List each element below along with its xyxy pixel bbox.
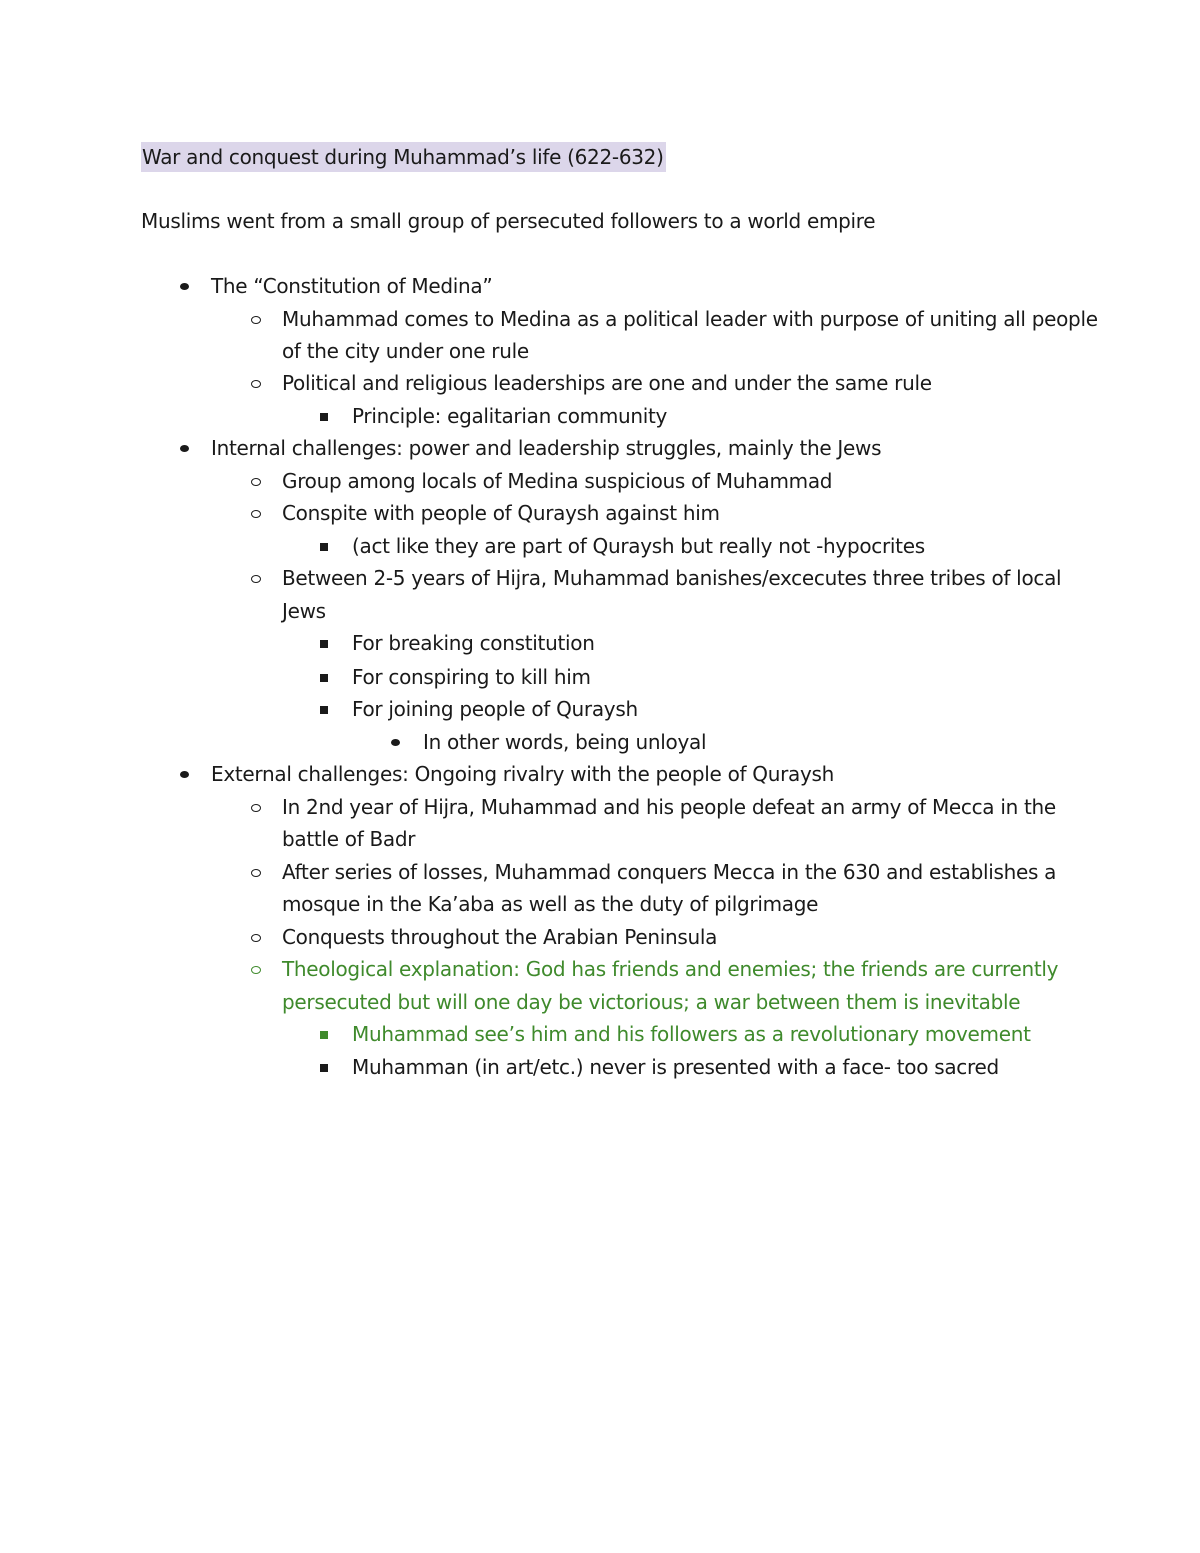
list-item-level3: Muhamman (in art/etc.) never is presented with a face- too sacred bbox=[352, 1055, 999, 1079]
circle-bullet-icon bbox=[247, 922, 267, 952]
list-item-level2: Muhammad comes to Medina as a political leader with purpose of uniting all people bbox=[282, 307, 1098, 331]
square-bullet-icon bbox=[315, 694, 335, 724]
list-item-level2: In 2nd year of Hijra, Muhammad and his people defeat an army of Mecca in the bbox=[282, 795, 1056, 819]
disc-bullet-icon bbox=[175, 433, 195, 463]
circle-bullet-icon bbox=[247, 563, 267, 593]
list-item-level2: After series of losses, Muhammad conquers Mecca in the 630 and establishes a bbox=[282, 860, 1057, 884]
list-item-level2-continued: mosque in the Ka’aba as well as the duty of pilgrimage bbox=[282, 892, 819, 916]
list-item-level4: In other words, being unloyal bbox=[423, 730, 707, 754]
square-bullet-icon bbox=[315, 628, 335, 658]
intro-paragraph: Muslims went from a small group of persecuted followers to a world empire bbox=[141, 209, 876, 233]
list-item-level1: External challenges: Ongoing rivalry with the people of Quraysh bbox=[211, 762, 835, 786]
list-item-level2-continued: battle of Badr bbox=[282, 827, 416, 851]
square-bullet-icon bbox=[315, 1052, 335, 1082]
square-bullet-icon bbox=[315, 531, 335, 561]
list-item-level2-continued: Jews bbox=[282, 599, 326, 623]
list-item-level3: (act like they are part of Quraysh but really not -hypocrites bbox=[352, 534, 925, 558]
disc-bullet-icon bbox=[386, 727, 406, 757]
disc-bullet-icon bbox=[175, 271, 195, 301]
list-item-level3: For breaking constitution bbox=[352, 631, 595, 655]
list-item-level3: For joining people of Quraysh bbox=[352, 697, 638, 721]
list-item-level1: The “Constitution of Medina” bbox=[211, 274, 493, 298]
list-item-level2: Conspite with people of Quraysh against him bbox=[282, 501, 720, 525]
square-bullet-icon bbox=[315, 662, 335, 692]
list-item-level2: Conquests throughout the Arabian Peninsula bbox=[282, 925, 718, 949]
list-item-level2: Political and religious leaderships are one and under the same rule bbox=[282, 371, 932, 395]
list-item-level2: Between 2-5 years of Hijra, Muhammad banishes/excecutes three tribes of local bbox=[282, 566, 1062, 590]
list-item-level2-continued: of the city under one rule bbox=[282, 339, 529, 363]
list-item-level3: Principle: egalitarian community bbox=[352, 404, 668, 428]
list-item-level3-highlighted: Muhammad see’s him and his followers as a revolutionary movement bbox=[352, 1022, 1031, 1046]
circle-bullet-icon bbox=[247, 304, 267, 334]
square-bullet-icon bbox=[315, 401, 335, 431]
circle-bullet-icon bbox=[247, 368, 267, 398]
square-bullet-icon bbox=[315, 1019, 335, 1049]
circle-bullet-icon bbox=[247, 857, 267, 887]
circle-bullet-icon bbox=[247, 466, 267, 496]
list-item-level2: Group among locals of Medina suspicious of Muhammad bbox=[282, 469, 833, 493]
list-item-level2-highlighted: Theological explanation: God has friends and enemies; the friends are currently bbox=[282, 957, 1059, 981]
circle-bullet-icon bbox=[247, 792, 267, 822]
document-title: War and conquest during Muhammad’s life (622-632) bbox=[141, 142, 666, 172]
list-item-level2-continued: persecuted but will one day be victorious; a war between them is inevitable bbox=[282, 990, 1021, 1014]
circle-bullet-icon bbox=[247, 954, 267, 984]
list-item-level1: Internal challenges: power and leadership struggles, mainly the Jews bbox=[211, 436, 882, 460]
circle-bullet-icon bbox=[247, 498, 267, 528]
disc-bullet-icon bbox=[175, 759, 195, 789]
list-item-level3: For conspiring to kill him bbox=[352, 665, 591, 689]
